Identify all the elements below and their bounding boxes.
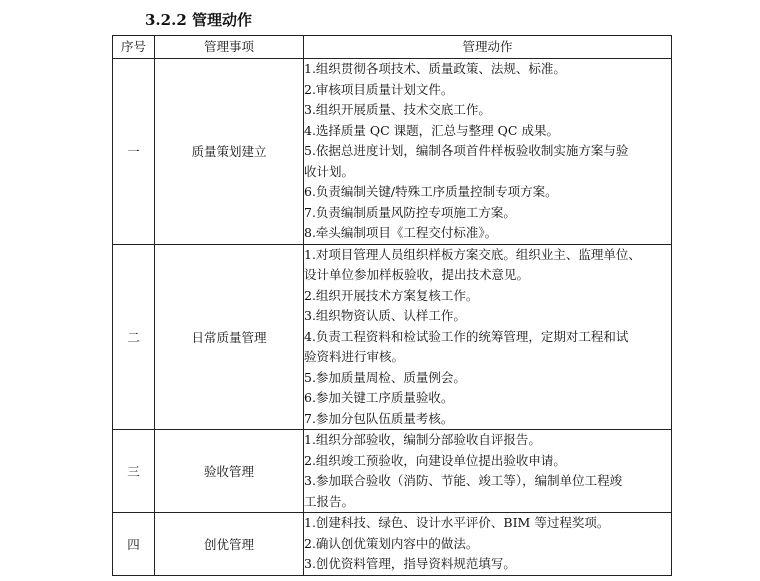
action-line: 5.依据总进度计划，编制各项首件样板验收制实施方案与验 (304, 143, 629, 158)
action-line: 2.确认创优策划内容中的做法。 (304, 535, 479, 551)
action-line: 3.创优资料管理，指导资料规范填写。 (304, 556, 516, 571)
table-header-row (113, 36, 672, 59)
action-line: 2.组织竣工预验收，向建设单位提出验收申请。 (304, 452, 566, 468)
action-line: 8.牵头编制项目《工程交付标准》。 (304, 225, 498, 240)
action-line: 工报告。 (304, 493, 355, 509)
row-item: 日常质量管理 (155, 244, 304, 430)
row-item: 质量策划建立 (155, 59, 304, 245)
action-line: 3.组织物资认质、认样工作。 (304, 308, 466, 323)
action-line: 6.参加关键工序质量验收。 (304, 390, 454, 405)
header-item: 管理事项 (155, 36, 304, 59)
table-row (113, 430, 672, 513)
action-line: 3.参加联合验收（消防、节能、竣工等），编制单位工程竣 (304, 473, 623, 488)
action-line: 4.负责工程资料和检试验工作的统筹管理，定期对工程和试 (304, 328, 629, 344)
action-line: 收计划。 (304, 163, 355, 179)
row-item: 创优管理 (155, 513, 304, 576)
row-actions (304, 430, 672, 513)
header-seq: 序号 (113, 36, 155, 59)
table-row (113, 59, 672, 245)
row-number: 三 (113, 430, 155, 513)
management-actions-table (112, 35, 672, 576)
action-line: 设计单位参加样板验收，提出技术意见。 (304, 267, 530, 282)
action-line: 1.组织贯彻各项技术、质量政策、法规、标准。 (304, 61, 566, 76)
action-line: 2.组织开展技术方案复核工作。 (304, 287, 479, 303)
action-line: 4.选择质量 QC 课题，汇总与整理 QC 成果。 (304, 122, 559, 138)
row-actions (304, 59, 672, 245)
row-number: 二 (113, 244, 155, 430)
action-line: 1.创建科技、绿色、设计水平评价、BIM 等过程奖项。 (304, 515, 610, 530)
section-heading: 3.2.2 管理动作 (145, 11, 252, 29)
action-line: 2.审核项目质量计划文件。 (304, 81, 454, 97)
action-line: 5.参加质量周检、质量例会。 (304, 369, 466, 385)
action-line: 7.参加分包队伍质量考核。 (304, 410, 454, 426)
header-actions: 管理动作 (304, 36, 672, 59)
table-row (113, 513, 672, 576)
row-actions (304, 244, 672, 430)
row-number: 四 (113, 513, 155, 576)
action-line: 验资料进行审核。 (304, 349, 405, 364)
action-line: 7.负责编制质量风防控专项施工方案。 (304, 204, 516, 220)
action-line: 1.对项目管理人员组织样板方案交底。组织业主、监理单位、 (304, 246, 641, 262)
table-row (113, 244, 672, 430)
action-line: 3.组织开展质量、技术交底工作。 (304, 102, 491, 117)
action-line: 6.负责编制关键/特殊工序质量控制专项方案。 (304, 184, 558, 199)
row-actions (304, 513, 672, 576)
row-number: 一 (113, 59, 155, 245)
row-item: 验收管理 (155, 430, 304, 513)
action-line: 1.组织分部验收，编制分部验收自评报告。 (304, 432, 541, 447)
